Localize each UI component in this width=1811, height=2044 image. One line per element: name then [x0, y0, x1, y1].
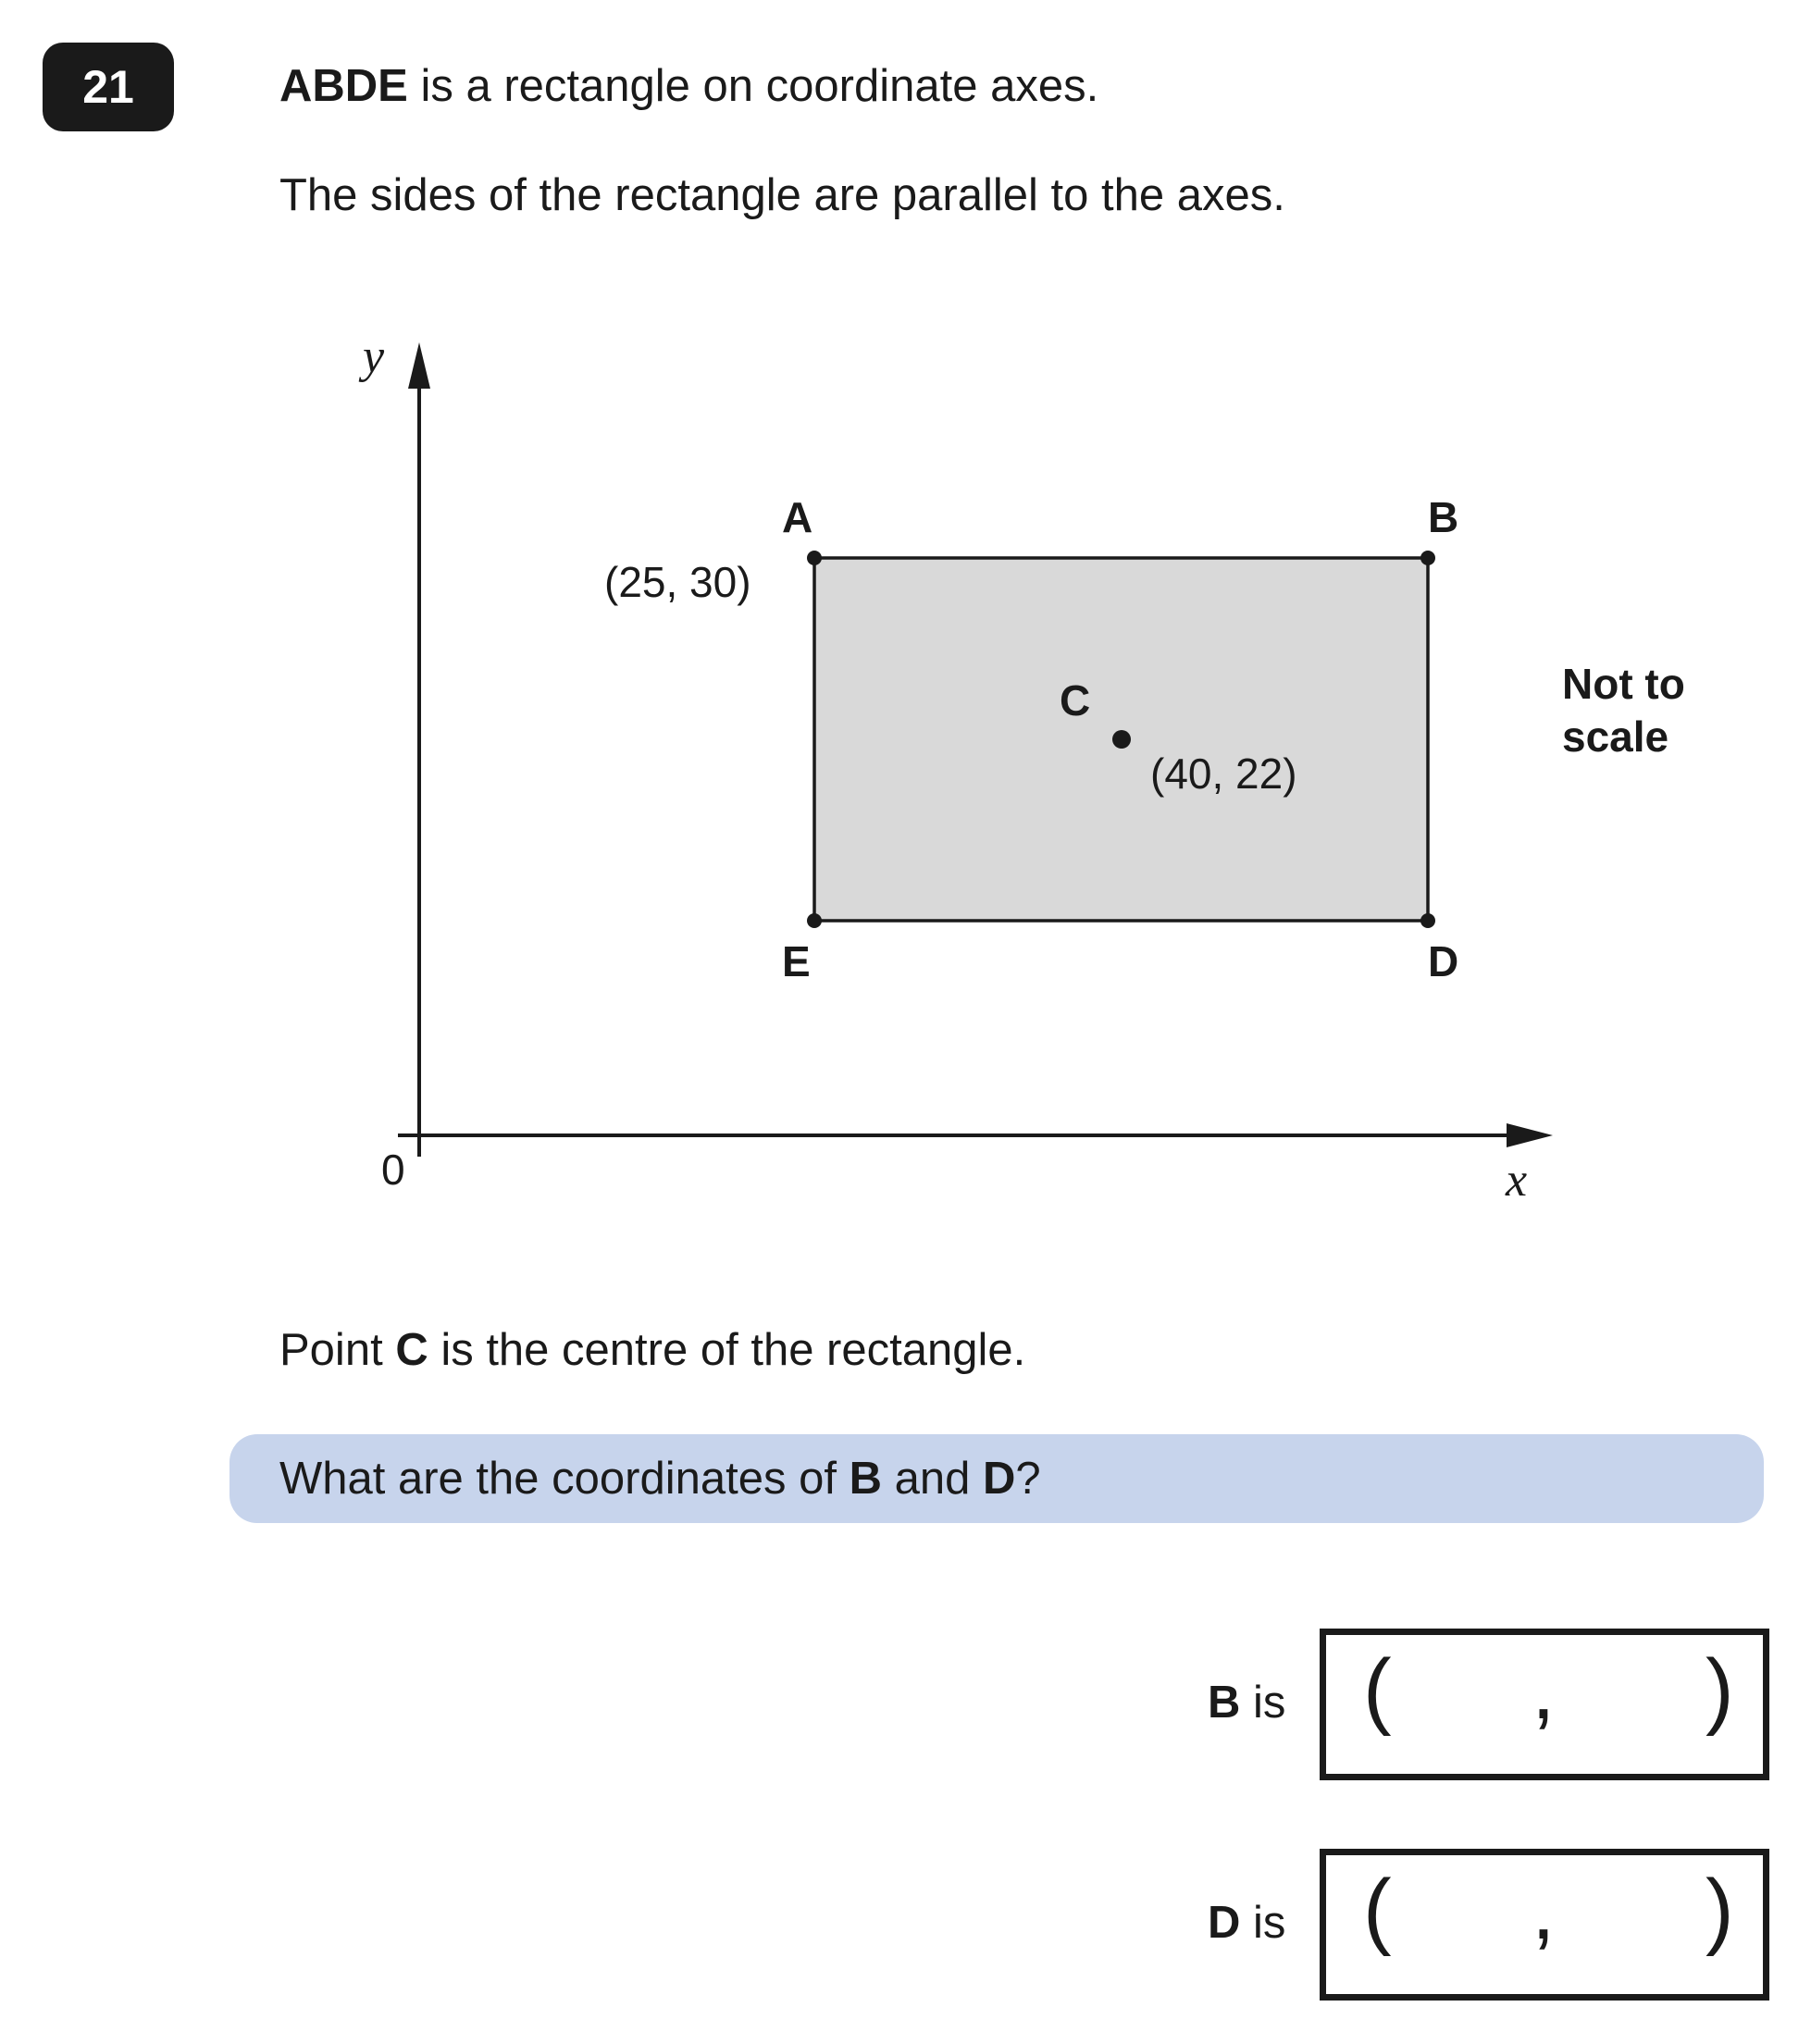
point-a-label: A	[782, 493, 813, 541]
point-text-rest: is the centre of the rectangle.	[428, 1325, 1026, 1375]
question-prompt-bar	[229, 1434, 1764, 1523]
point-c-dot	[1112, 730, 1131, 749]
prompt-b: B	[849, 1454, 882, 1504]
intro-rest: is a rectangle on coordinate axes.	[407, 61, 1099, 111]
origin-label: 0	[381, 1146, 405, 1194]
answer-d-open-paren: (	[1363, 1863, 1392, 1957]
point-a-dot	[807, 551, 822, 565]
prompt-post: ?	[1015, 1454, 1041, 1504]
point-d-dot	[1420, 913, 1435, 928]
x-axis-label: x	[1506, 1154, 1528, 1207]
answer-b-label-rest: is	[1240, 1678, 1286, 1728]
answer-b-box[interactable]	[1320, 1629, 1769, 1780]
point-text-pre: Point	[279, 1325, 396, 1375]
y-axis-label: y	[363, 330, 385, 383]
prompt-pre: What are the coordinates of	[279, 1454, 850, 1504]
answer-b-label-bold: B	[1208, 1678, 1241, 1728]
x-axis-arrow	[1507, 1123, 1553, 1147]
not-to-scale-note-line2: scale	[1562, 712, 1669, 761]
prompt-d: D	[982, 1454, 1016, 1504]
point-b-dot	[1420, 551, 1435, 565]
point-text-bold: C	[395, 1325, 428, 1375]
question-prompt	[279, 1453, 1041, 1505]
sides-text: The sides of the rectangle are parallel to the axes.	[279, 170, 1285, 220]
point-c-label: C	[1060, 676, 1091, 725]
point-b-label: B	[1428, 493, 1459, 541]
answer-d-close-paren: )	[1706, 1863, 1734, 1957]
point-e-label: E	[782, 937, 811, 985]
answer-b-close-paren: )	[1706, 1642, 1734, 1737]
answer-d-box[interactable]	[1320, 1849, 1769, 2001]
point-a-coordinates: (25, 30)	[604, 558, 751, 606]
y-axis-arrow	[408, 342, 430, 389]
answer-b-open-paren: (	[1363, 1642, 1392, 1737]
answer-d-label	[1208, 1897, 1285, 1949]
question-number: 21	[82, 61, 134, 113]
rectangle-name: ABDE	[279, 61, 408, 111]
answer-b-label	[1208, 1677, 1285, 1728]
point-c-text	[279, 1323, 1025, 1378]
point-e-dot	[807, 913, 822, 928]
point-c-coordinates: (40, 22)	[1150, 749, 1297, 798]
not-to-scale-note-line1: Not to	[1562, 660, 1685, 708]
answer-b-comma: ,	[1532, 1642, 1556, 1737]
point-d-label: D	[1428, 937, 1459, 985]
prompt-mid: and	[881, 1454, 983, 1504]
answer-d-label-bold: D	[1208, 1898, 1241, 1948]
answer-d-label-rest: is	[1240, 1898, 1286, 1948]
answer-d-comma: ,	[1532, 1863, 1556, 1957]
